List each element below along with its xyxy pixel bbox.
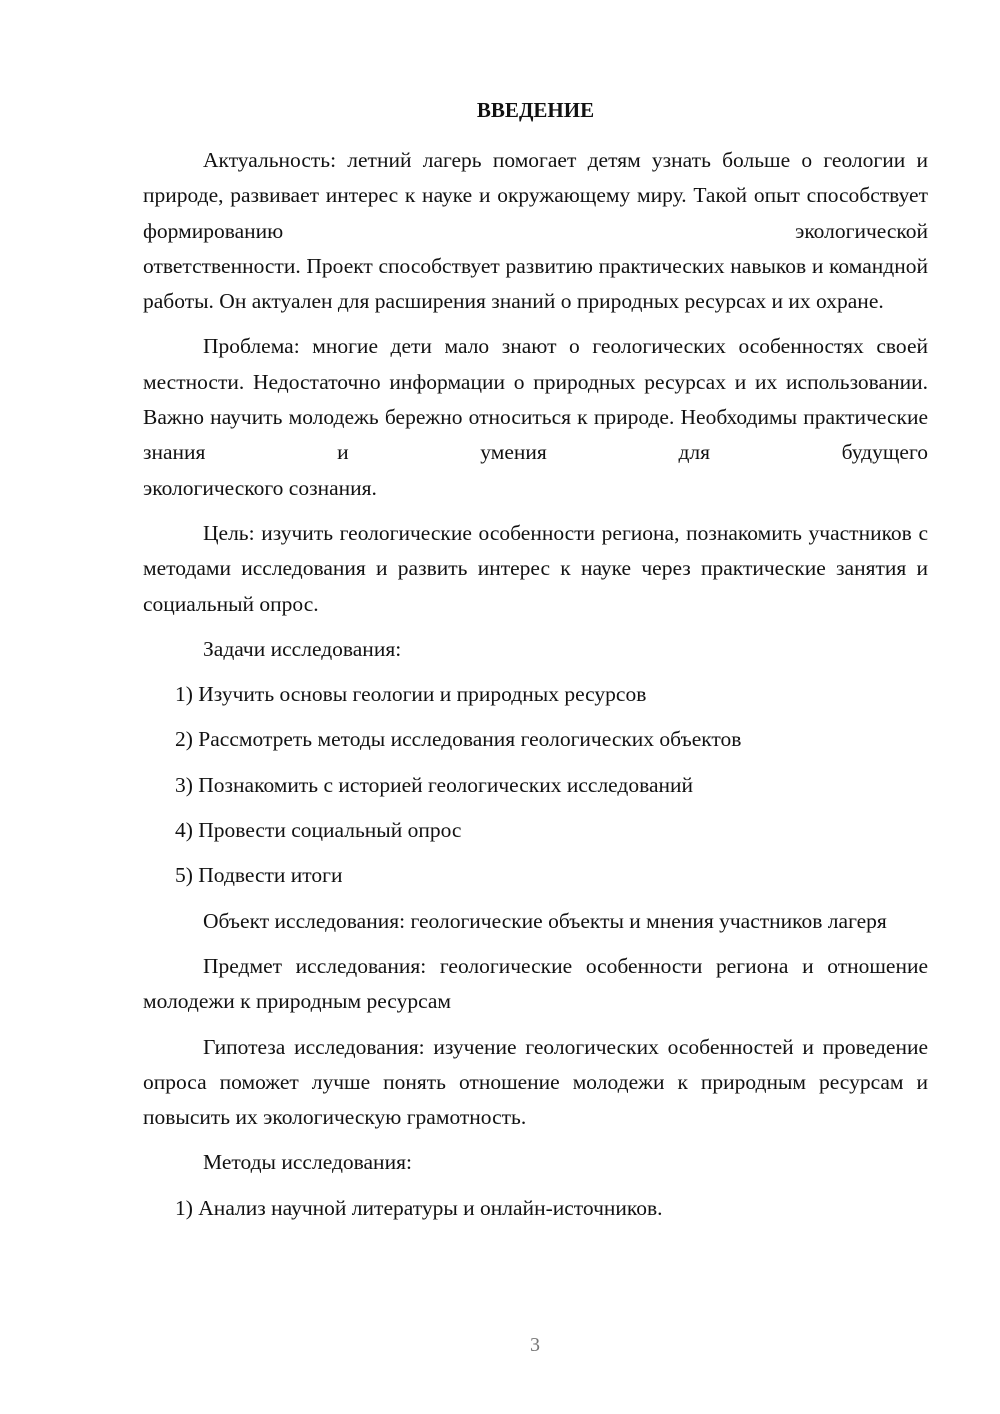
paragraph-relevance-part-1: Актуальность: летний лагерь помогает детям узнать больше о геологии и природе, развивает интерес к науке и окружающему миру. Такой опыт способствует формированию экологической: [143, 148, 928, 243]
paragraph-subject: Предмет исследования: геологические особенности региона и отношение молодежи к природным ресурсам: [143, 953, 928, 1014]
methods-heading: Методы исследования:: [203, 1150, 412, 1175]
page-title: ВВЕДЕНИЕ: [476, 98, 595, 122]
list-item-task-1: 1) Изучить основы геологии и природных ресурсов: [175, 682, 647, 707]
paragraph-goal: Цель: изучить геологические особенности региона, познакомить участников с методами исследования и развить интерес к науке через практические занятия и социальный опрос.: [143, 520, 928, 616]
list-item-task-4: 4) Провести социальный опрос: [175, 818, 462, 843]
paragraph-object: Объект исследования: геологические объекты и мнения участников лагеря: [203, 908, 887, 933]
list-item-task-3: 3) Познакомить с историей геологических исследований: [175, 772, 694, 797]
list-item-method-1: 1) Анализ научной литературы и онлайн-источников.: [175, 1195, 663, 1220]
paragraph-problem-part-2: экологического сознания.: [143, 475, 377, 500]
document-body: [143, 143, 928, 1236]
paragraph-hypothesis: Гипотеза исследования: изучение геологических особенностей и проведение опроса поможет лучше понять отношение молодежи к природным ресурсам и повысить их экологическую грамотность.: [143, 1034, 928, 1130]
page-number: 3: [530, 1334, 540, 1356]
list-item-task-5: 5) Подвести итоги: [175, 863, 343, 888]
list-item-task-2: 2) Рассмотреть методы исследования геологических объектов: [175, 727, 742, 752]
paragraph-problem-part-1: Проблема: многие дети мало знают о геологических особенностях своей местности. Недостаточно информации о природных ресурсах и их использовании. Важно научить молодежь бережно относиться к природе. Необходимы практические знания и умения для будущего: [143, 334, 928, 465]
paragraph-relevance-part-2: ответственности. Проект способствует развитию практических навыков и командной работы. Он актуален для расширения знаний о природных ресурсах и их охране.: [143, 253, 928, 314]
tasks-heading: Задачи исследования:: [203, 636, 402, 661]
